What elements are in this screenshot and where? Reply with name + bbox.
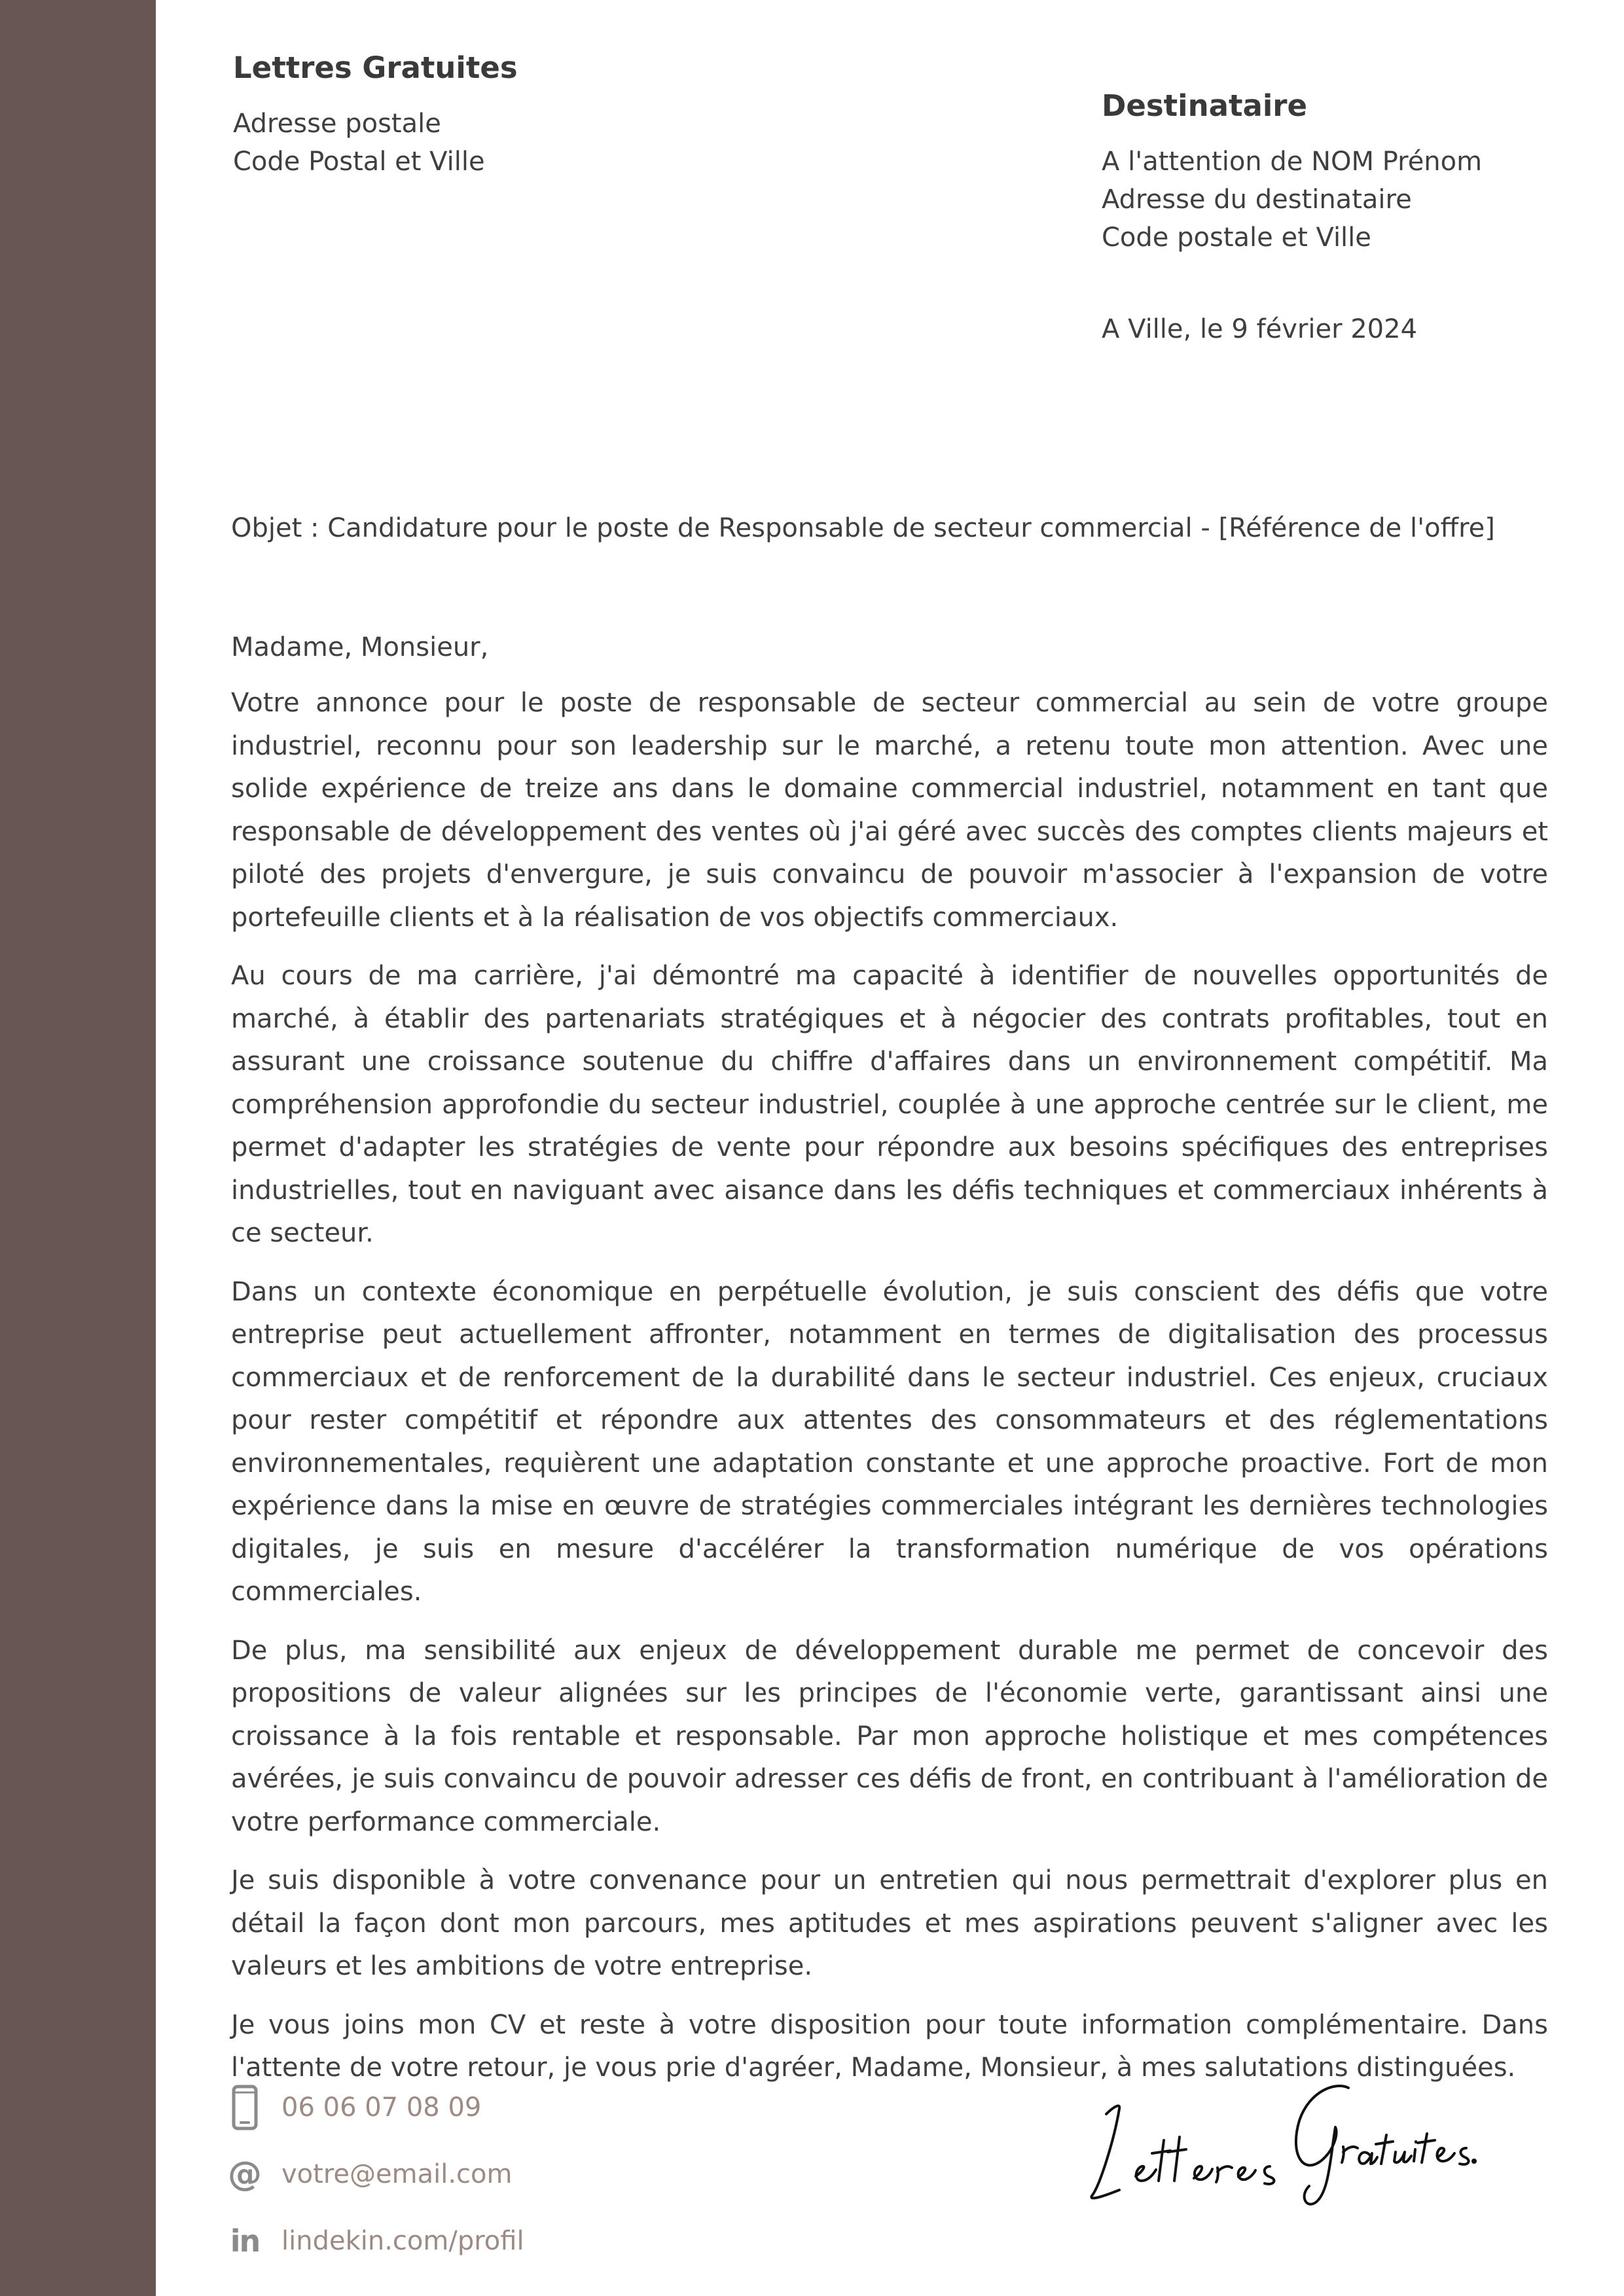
letter-subject: Objet : Candidature pour le poste de Responsable de secteur commercial - [Référence de l'offre] [231, 513, 1495, 543]
recipient-title: Destinataire [1102, 88, 1308, 123]
email-value[interactable]: votre@email.com [281, 2159, 513, 2189]
phone-value[interactable]: 06 06 07 08 09 [281, 2092, 482, 2123]
linkedin-icon: in [230, 2223, 260, 2259]
smartphone-icon [228, 2084, 262, 2131]
sender-name: Lettres Gratuites [233, 50, 518, 85]
linkedin-value[interactable]: lindekin.com/profil [281, 2226, 524, 2256]
contact-linkedin[interactable] [228, 2215, 751, 2267]
letter-body [231, 628, 1548, 2106]
letter-date: A Ville, le 9 février 2024 [1102, 314, 1418, 344]
paragraph: Au cours de ma carrière, j'ai démontré ma capacité à identifier de nouvelles opportunités de marché, à établir des partenariats stratégiques et à négocier des contrats profitables, tout en assurant une croissance soutenue du chiffre d'affaires dans un environnement compétitif. Ma compréhension approfondie du secteur industriel, couplée à une approche centrée sur le client, me permet d'adapter les stratégies de vente pour répondre aux besoins spécifiques des entreprises industrielles, tout en naviguant avec aisance dans les défis techniques et commerciaux inhérents à ce secteur. [231, 961, 1548, 1248]
paragraph: Votre annonce pour le poste de responsable de secteur commercial au sein de votre groupe industriel, reconnu pour son leadership sur le marché, a retenu toute mon attention. Avec une solide expérience de treize ans dans le domaine commercial industriel, notamment en tant que responsable de développement des ventes où j'ai géré avec succès des comptes clients majeurs et piloté des projets d'envergure, je suis convaincu de pouvoir m'associer à l'expansion de votre portefeuille clients et à la réalisation de vos objectifs commerciaux. [231, 688, 1548, 933]
recipient-lines [1102, 143, 1599, 257]
greeting: Madame, Monsieur, [231, 632, 489, 662]
recipient-attention: A l'attention de NOM Prénom [1102, 147, 1483, 177]
paragraph: De plus, ma sensibilité aux enjeux de développement durable me permet de concevoir des propositions de valeur alignées sur les principes de l'économie verte, garantissant ainsi une croissance à la fois rentable et responsable. Par mon approche holistique et mes compétences avérées, je suis convaincu de pouvoir adresser ces défis de front, en contribuant à l'amélioration de votre performance commerciale. [231, 1635, 1548, 1837]
sender-city: Code Postal et Ville [233, 147, 485, 177]
contact-email[interactable] [228, 2148, 751, 2200]
contact-phone[interactable] [228, 2081, 751, 2134]
recipient-block [1102, 84, 1599, 257]
signature-logo [1074, 2062, 1479, 2219]
paragraph: Dans un contexte économique en perpétuelle évolution, je suis conscient des défis que votre entreprise peut actuellement affronter, notamment en termes de digitalisation des processus commerciaux et de renforcement de la durabilité dans le secteur industriel. Ces enjeux, cruciaux pour rester compétitif et répondre aux attentes des consommateurs et des réglementations environnementales, requièrent une adaptation constante et une approche proactive. Fort de mon expérience dans la mise en œuvre de stratégies commerciales intégrant les dernières technologies digitales, je suis en mesure d'accélérer la transformation numérique de vos opérations commerciales. [231, 1276, 1548, 1607]
recipient-city: Code postale et Ville [1102, 223, 1371, 253]
left-sidebar-band [0, 0, 156, 2296]
at-sign-icon: @ [228, 2155, 262, 2194]
sender-block [233, 46, 822, 181]
paragraph: Je vous joins mon CV et reste à votre disposition pour toute information complémentaire. Dans l'attente de votre retour, je vous prie d'agréer, Madame, Monsieur, à mes salutations distinguées. [231, 2009, 1548, 2083]
recipient-address: Adresse du destinataire [1102, 185, 1412, 215]
paragraph: Je suis disponible à votre convenance pour un entretien qui nous permettrait d'explorer plus en détail la façon dont mon parcours, mes aptitudes et mes aspirations peuvent s'aligner avec les valeurs et les ambitions de votre entreprise. [231, 1865, 1548, 1981]
sender-address: Adresse postale [233, 109, 441, 139]
